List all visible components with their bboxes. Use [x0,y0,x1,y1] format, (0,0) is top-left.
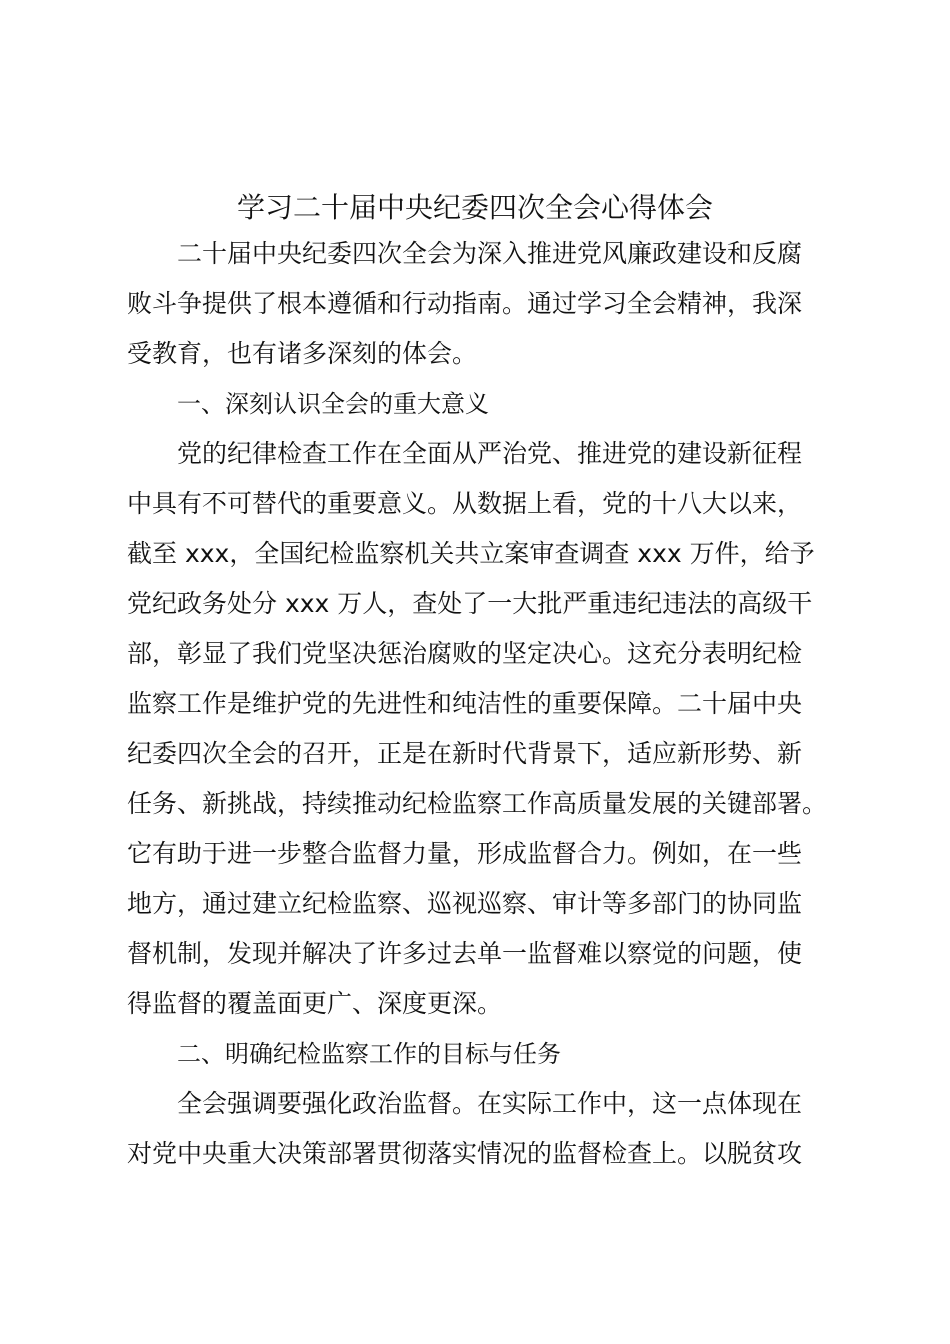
paragraph-line: 受教育，也有诸多深刻的体会。 [127,339,478,368]
paragraph-line: 部，彰显了我们党坚决惩治腐败的坚定决心。这充分表明纪检 [127,639,803,668]
paragraph-line: 对党中央重大决策部署贯彻落实情况的监督检查上。以脱贫攻 [127,1139,803,1168]
paragraph-line: 纪委四次全会的召开，正是在新时代背景下，适应新形势、新 [127,739,803,768]
section-heading: 一、深刻认识全会的重大意义 [177,390,489,418]
paragraph-line: 二十届中央纪委四次全会为深入推进党风廉政建设和反腐 [177,239,803,268]
paragraph-line: 党的纪律检查工作在全面从严治党、推进党的建设新征程 [177,439,803,468]
document-body [127,229,833,1179]
paragraph-line: 党纪政务处分 xxx 万人，查处了一大批严重违纪违法的高级干 [127,589,813,618]
paragraph-line: 截至 xxx，全国纪检监察机关共立案审查调查 xxx 万件，给予 [127,539,815,568]
paragraph-line: 督机制，发现并解决了许多过去单一监督难以察觉的问题，使 [127,939,803,968]
paragraph-line: 监察工作是维护党的先进性和纯洁性的重要保障。二十届中央 [127,689,803,718]
paragraph-line: 败斗争提供了根本遵循和行动指南。通过学习全会精神，我深 [127,289,803,318]
paragraph-line: 它有助于进一步整合监督力量，形成监督合力。例如，在一些 [127,839,803,868]
paragraph-line: 地方，通过建立纪检监察、巡视巡察、审计等多部门的协同监 [127,889,803,918]
section-heading: 二、明确纪检监察工作的目标与任务 [177,1040,561,1068]
paragraph-line: 任务、新挑战，持续推动纪检监察工作高质量发展的关键部署。 [127,789,828,818]
paragraph-line: 全会强调要强化政治监督。在实际工作中，这一点体现在 [177,1089,803,1118]
paragraph-line: 得监督的覆盖面更广、深度更深。 [127,989,503,1018]
paragraph-line: 中具有不可替代的重要意义。从数据上看，党的十八大以来， [127,489,803,518]
document-title: 学习二十届中央纪委四次全会心得体会 [236,191,713,224]
